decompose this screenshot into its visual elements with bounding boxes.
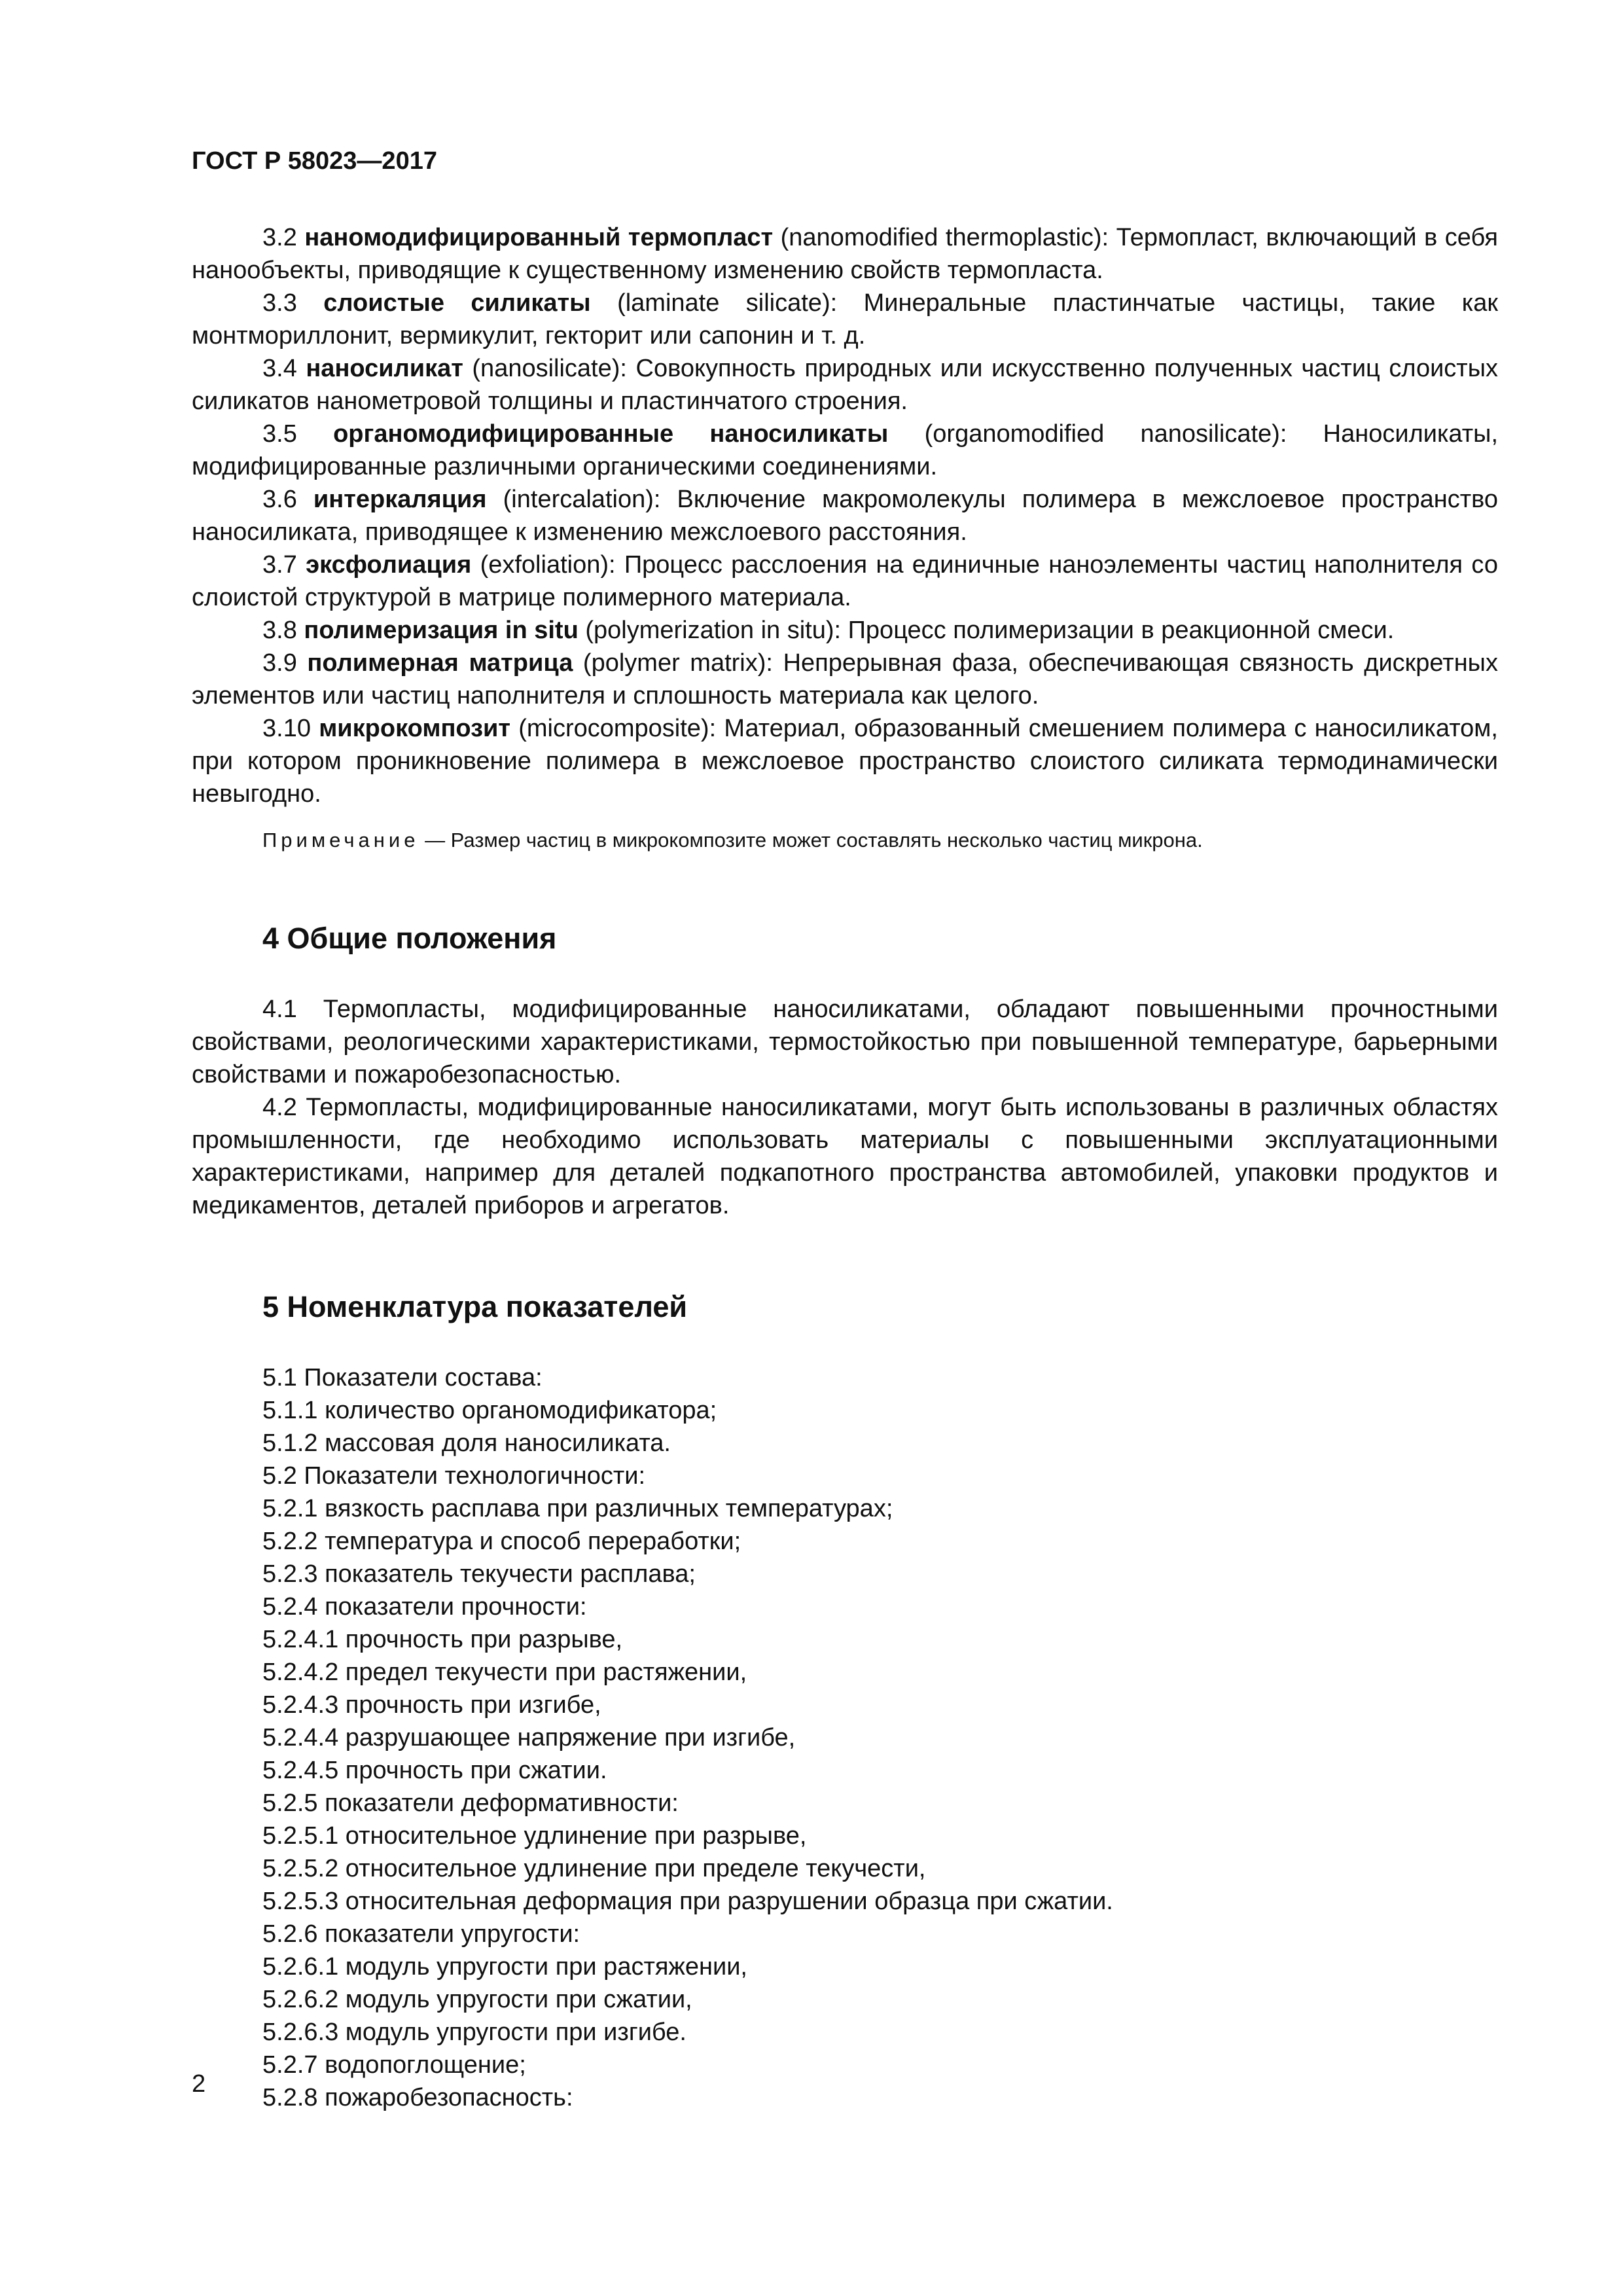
list-item: 5.2.5.2 относительное удлинение при пределе текучести, bbox=[262, 1855, 926, 1882]
term-definition bbox=[192, 352, 1498, 418]
document-body bbox=[192, 221, 1498, 2114]
list-item: 5.2.4 показатели прочности: bbox=[262, 1593, 587, 1621]
term-name: полимеризация in situ bbox=[304, 617, 579, 644]
term-definition bbox=[192, 418, 1498, 483]
list-item: 5.1.2 массовая доля наносиликата. bbox=[262, 1429, 671, 1457]
term-name: органомодифицированные наносиликаты bbox=[333, 420, 889, 448]
term-text: Процесс расслоения на единичные наноэлементы частиц наполнителя со слоистой структурой в матрице полимерного материала. bbox=[192, 551, 1498, 611]
list-item: 5.2.1 вязкость расплава при различных температурах; bbox=[262, 1495, 893, 1522]
section-4-heading: 4 Общие положения bbox=[262, 922, 557, 955]
section-5-list bbox=[192, 1361, 1498, 2114]
list-item: 5.1.1 количество органомодификатора; bbox=[262, 1397, 717, 1424]
term-name: наносиликат bbox=[306, 355, 463, 382]
term-name: эксфолиация bbox=[306, 551, 472, 579]
page-number: 2 bbox=[192, 2070, 206, 2098]
term-name: полимерная матрица bbox=[307, 649, 573, 677]
term-number: 3.5 bbox=[262, 420, 297, 448]
term-number: 3.8 bbox=[262, 617, 297, 644]
term-name: микрокомпозит bbox=[319, 715, 510, 742]
list-item: 5.2.8 пожаробезопасность: bbox=[262, 2084, 573, 2111]
term-text: Совокупность природных или искусственно полученных частиц слоистых силикатов нанометровой толщины и пластинчатого строения. bbox=[192, 355, 1499, 415]
list-item: 5.2.3 показатель текучести расплава; bbox=[262, 1560, 696, 1588]
term-definition bbox=[192, 483, 1498, 548]
term-number: 3.4 bbox=[262, 355, 297, 382]
term-text: Наносиликаты, модифицированные различными органическими соединениями. bbox=[192, 420, 1498, 480]
term-name: интеркаляция bbox=[313, 486, 487, 513]
list-item: 5.2.6.3 модуль упругости при изгибе. bbox=[262, 2018, 687, 2046]
term-english: (microcomposite): bbox=[518, 715, 717, 742]
term-english: (polymerization in situ): bbox=[585, 617, 842, 644]
term-name: слоистые силикаты bbox=[323, 289, 591, 317]
list-item: 5.2.5 показатели деформативности: bbox=[262, 1789, 679, 1817]
list-item: 5.2.6 показатели упругости: bbox=[262, 1920, 580, 1948]
term-definition bbox=[192, 647, 1498, 712]
list-item: 5.2 Показатели технологичности: bbox=[262, 1462, 646, 1490]
term-number: 3.3 bbox=[262, 289, 297, 317]
term-definition bbox=[192, 712, 1498, 810]
term-definition bbox=[192, 614, 1498, 647]
note-text: — Размер частиц в микрокомпозите может составлять несколько частиц микрона. bbox=[425, 829, 1203, 852]
list-item: 5.2.4.3 прочность при изгибе, bbox=[262, 1691, 601, 1719]
term-definition bbox=[192, 287, 1498, 352]
section-4-paragraph: 4.1 Термопласты, модифицированные наносиликатами, обладают повышенными прочностными свойствами, реологическими характеристиками, термостойкостью при повышенной температуре, барьерными свойствами и пожаробезопасностью. bbox=[192, 996, 1498, 1088]
list-item: 5.2.5.3 относительная деформация при разрушении образца при сжатии. bbox=[262, 1888, 1113, 1915]
term-number: 3.7 bbox=[262, 551, 297, 579]
term-text: Минеральные пластинчатые частицы, такие как монтмориллонит, вермикулит, гекторит или сапонин и т. д. bbox=[192, 289, 1498, 350]
term-number: 3.9 bbox=[262, 649, 297, 677]
term-number: 3.2 bbox=[262, 224, 297, 251]
term-name: наномодифицированный термопласт bbox=[304, 224, 774, 251]
list-item: 5.2.6.1 модуль упругости при растяжении, bbox=[262, 1953, 747, 1981]
list-item: 5.2.2 температура и способ переработки; bbox=[262, 1528, 741, 1555]
term-definition bbox=[192, 548, 1498, 614]
term-english: (intercalation): bbox=[503, 486, 661, 513]
list-item: 5.1 Показатели состава: bbox=[262, 1364, 543, 1391]
term-english: (organomodified nanosilicate): bbox=[924, 420, 1287, 448]
section-4-paragraph: 4.2 Термопласты, модифицированные наносиликатами, могут быть использованы в различных областях промышленности, где необходимо использовать материалы с повышенными эксплуатационными характеристиками, например для деталей подкапотного пространства автомобилей, упаковки продуктов и медикаментов, деталей приборов и агрегатов. bbox=[192, 1094, 1498, 1219]
term-text: Материал, образованный смешением полимера с наносиликатом, при котором проникновение полимера в межслоевое пространство слоистого силиката термодинамически невыгодно. bbox=[192, 715, 1498, 808]
list-item: 5.2.4.2 предел текучести при растяжении, bbox=[262, 1659, 747, 1686]
list-item: 5.2.7 водопоглощение; bbox=[262, 2051, 526, 2079]
list-item: 5.2.5.1 относительное удлинение при разрыве, bbox=[262, 1822, 807, 1850]
term-english: (nanosilicate): bbox=[472, 355, 627, 382]
term-text: Термопласт, включающий в себя нанообъекты, приводящие к существенному изменению свойств термопласта. bbox=[192, 224, 1498, 284]
term-text: Непрерывная фаза, обеспечивающая связность дискретных элементов или частиц наполнителя и сплошность материала как целого. bbox=[192, 649, 1498, 709]
term-english: (nanomodified thermoplastic): bbox=[780, 224, 1109, 251]
note-label: Примечание bbox=[262, 829, 419, 852]
term-english: (exfoliation): bbox=[480, 551, 616, 579]
list-item: 5.2.4.4 разрушающее напряжение при изгибе, bbox=[262, 1724, 796, 1751]
terms-list bbox=[192, 221, 1498, 810]
note bbox=[192, 827, 1498, 853]
term-number: 3.10 bbox=[262, 715, 311, 742]
list-item: 5.2.4.1 прочность при разрыве, bbox=[262, 1626, 623, 1653]
term-number: 3.6 bbox=[262, 486, 297, 513]
section-5-heading: 5 Номенклатура показателей bbox=[262, 1290, 688, 1323]
list-item: 5.2.6.2 модуль упругости при сжатии, bbox=[262, 1986, 692, 2013]
term-text: Процесс полимеризации в реакционной смеси. bbox=[847, 617, 1395, 644]
term-english: (polymer matrix): bbox=[582, 649, 773, 677]
term-english: (laminate silicate): bbox=[617, 289, 838, 317]
list-item: 5.2.4.5 прочность при сжатии. bbox=[262, 1757, 607, 1784]
document-header: ГОСТ Р 58023—2017 bbox=[192, 147, 437, 175]
term-text: Включение макромолекулы полимера в межслоевое пространство наносиликата, приводящее к изменению межслоевого расстояния. bbox=[192, 486, 1498, 546]
term-definition bbox=[192, 221, 1498, 287]
